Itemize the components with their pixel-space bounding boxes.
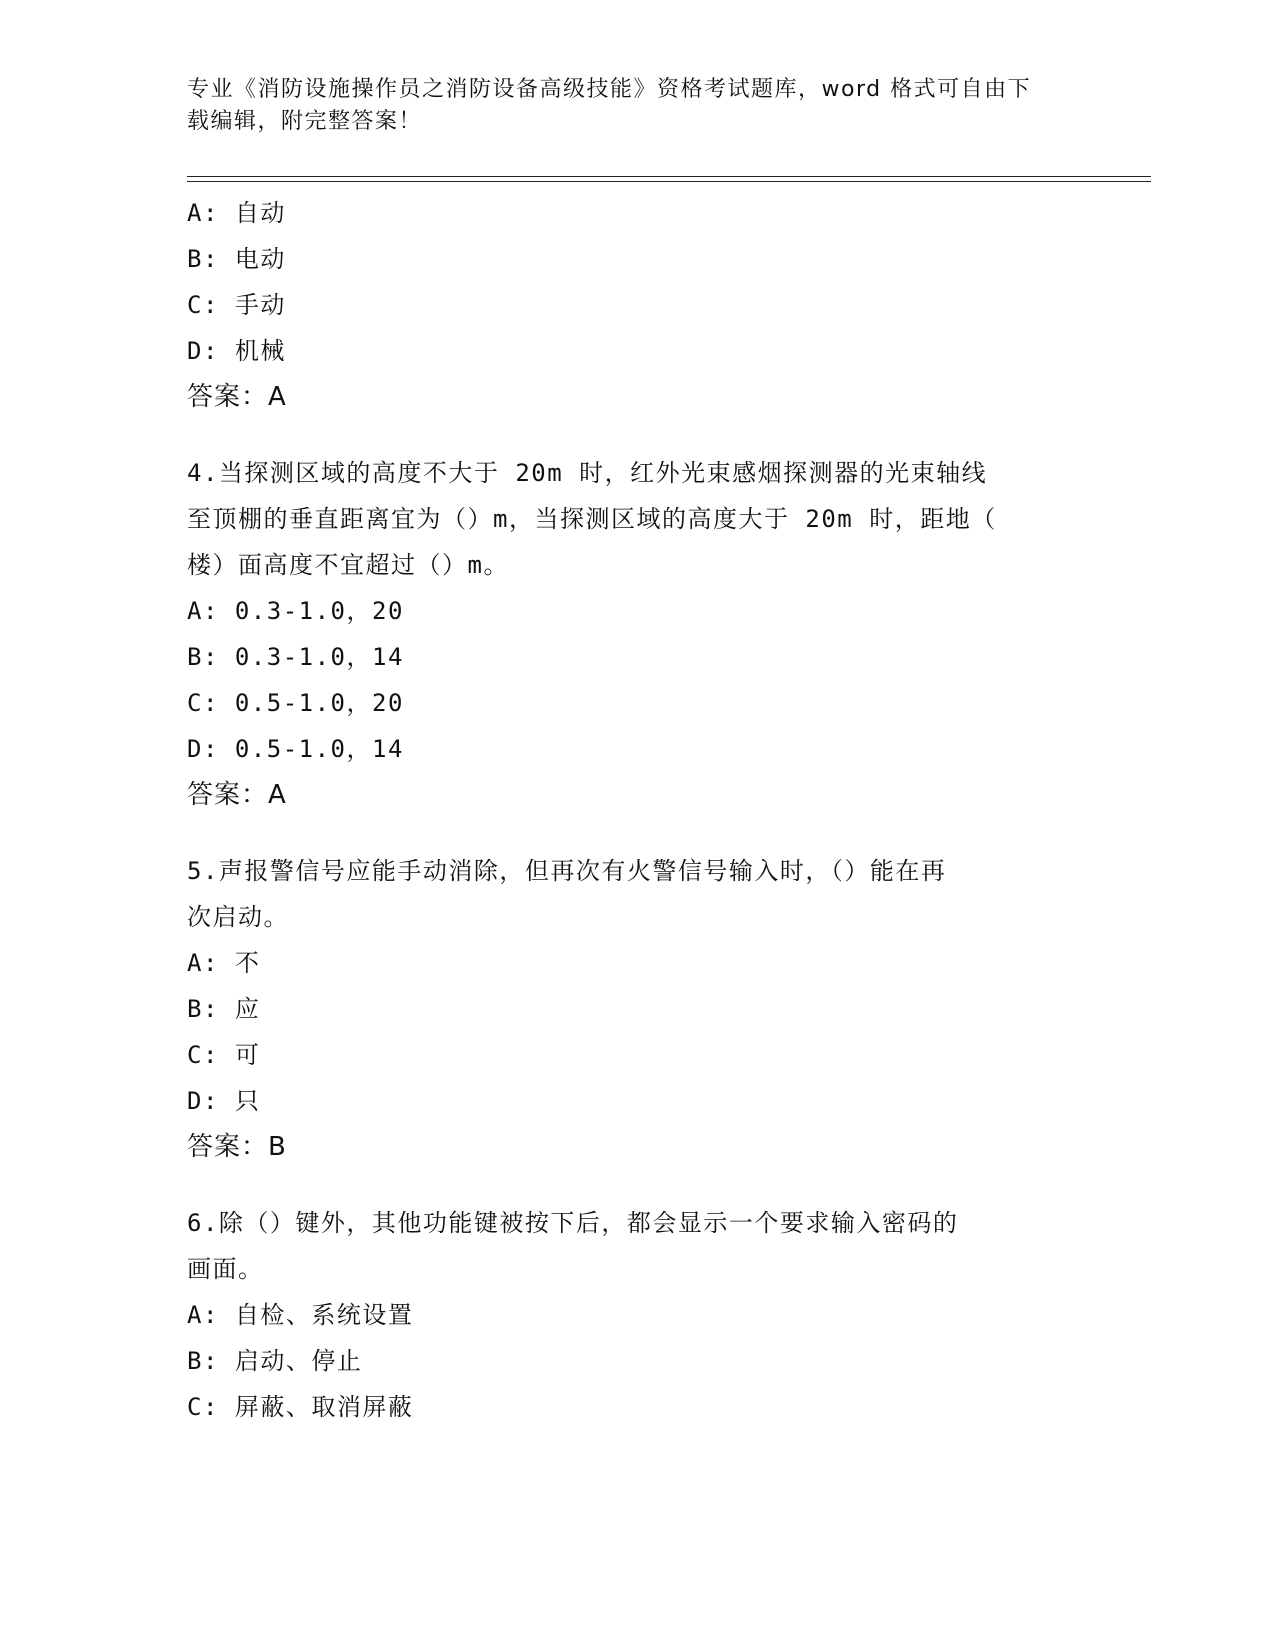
header-divider-bottom bbox=[187, 181, 1151, 182]
option-b: B: 0.3-1.0，14 bbox=[187, 643, 404, 671]
option-a: A: 不 bbox=[187, 949, 261, 977]
question-3 bbox=[187, 190, 1087, 420]
question-stem-line: 4.当探测区域的高度不大于 20m 时，红外光束感烟探测器的光束轴线 bbox=[187, 459, 988, 487]
header-line-2: 载编辑，附完整答案！ bbox=[187, 109, 423, 134]
answer-line: 答案：A bbox=[187, 780, 287, 810]
option-c: C: 屏蔽、取消屏蔽 bbox=[187, 1393, 414, 1421]
option-c: C: 0.5-1.0，20 bbox=[187, 689, 404, 717]
spacer bbox=[187, 1170, 1087, 1200]
question-stem-line: 至顶棚的垂直距离宜为（）m，当探测区域的高度大于 20m 时，距地（ bbox=[187, 505, 997, 533]
option-d: D: 只 bbox=[187, 1087, 261, 1115]
document-header bbox=[187, 74, 1077, 138]
question-stem-line: 楼）面高度不宜超过（）m。 bbox=[187, 551, 509, 579]
question-stem-line: 次启动。 bbox=[187, 903, 289, 931]
answer-line: 答案：B bbox=[187, 1132, 287, 1162]
question-6 bbox=[187, 1200, 1087, 1430]
question-list bbox=[187, 190, 1087, 1430]
spacer bbox=[187, 818, 1087, 848]
option-b: B: 启动、停止 bbox=[187, 1347, 363, 1375]
option-b: B: 电动 bbox=[187, 245, 286, 273]
question-stem-line: 画面。 bbox=[187, 1255, 264, 1283]
header-line-1: 专业《消防设施操作员之消防设备高级技能》资格考试题库，word 格式可自由下 bbox=[187, 77, 1032, 102]
question-stem-line: 6.除（）键外，其他功能键被按下后，都会显示一个要求输入密码的 bbox=[187, 1209, 959, 1237]
header-divider-top bbox=[187, 176, 1151, 177]
option-a: A: 自检、系统设置 bbox=[187, 1301, 414, 1329]
option-c: C: 手动 bbox=[187, 291, 286, 319]
option-d: D: 机械 bbox=[187, 337, 286, 365]
option-c: C: 可 bbox=[187, 1041, 261, 1069]
spacer bbox=[187, 420, 1087, 450]
question-stem-line: 5.声报警信号应能手动消除，但再次有火警信号输入时，（）能在再 bbox=[187, 857, 947, 885]
option-b: B: 应 bbox=[187, 995, 261, 1023]
option-a: A: 0.3-1.0，20 bbox=[187, 597, 404, 625]
question-5 bbox=[187, 848, 1087, 1170]
option-a: A: 自动 bbox=[187, 199, 286, 227]
option-d: D: 0.5-1.0，14 bbox=[187, 735, 404, 763]
answer-line: 答案：A bbox=[187, 382, 287, 412]
question-4 bbox=[187, 450, 1087, 818]
